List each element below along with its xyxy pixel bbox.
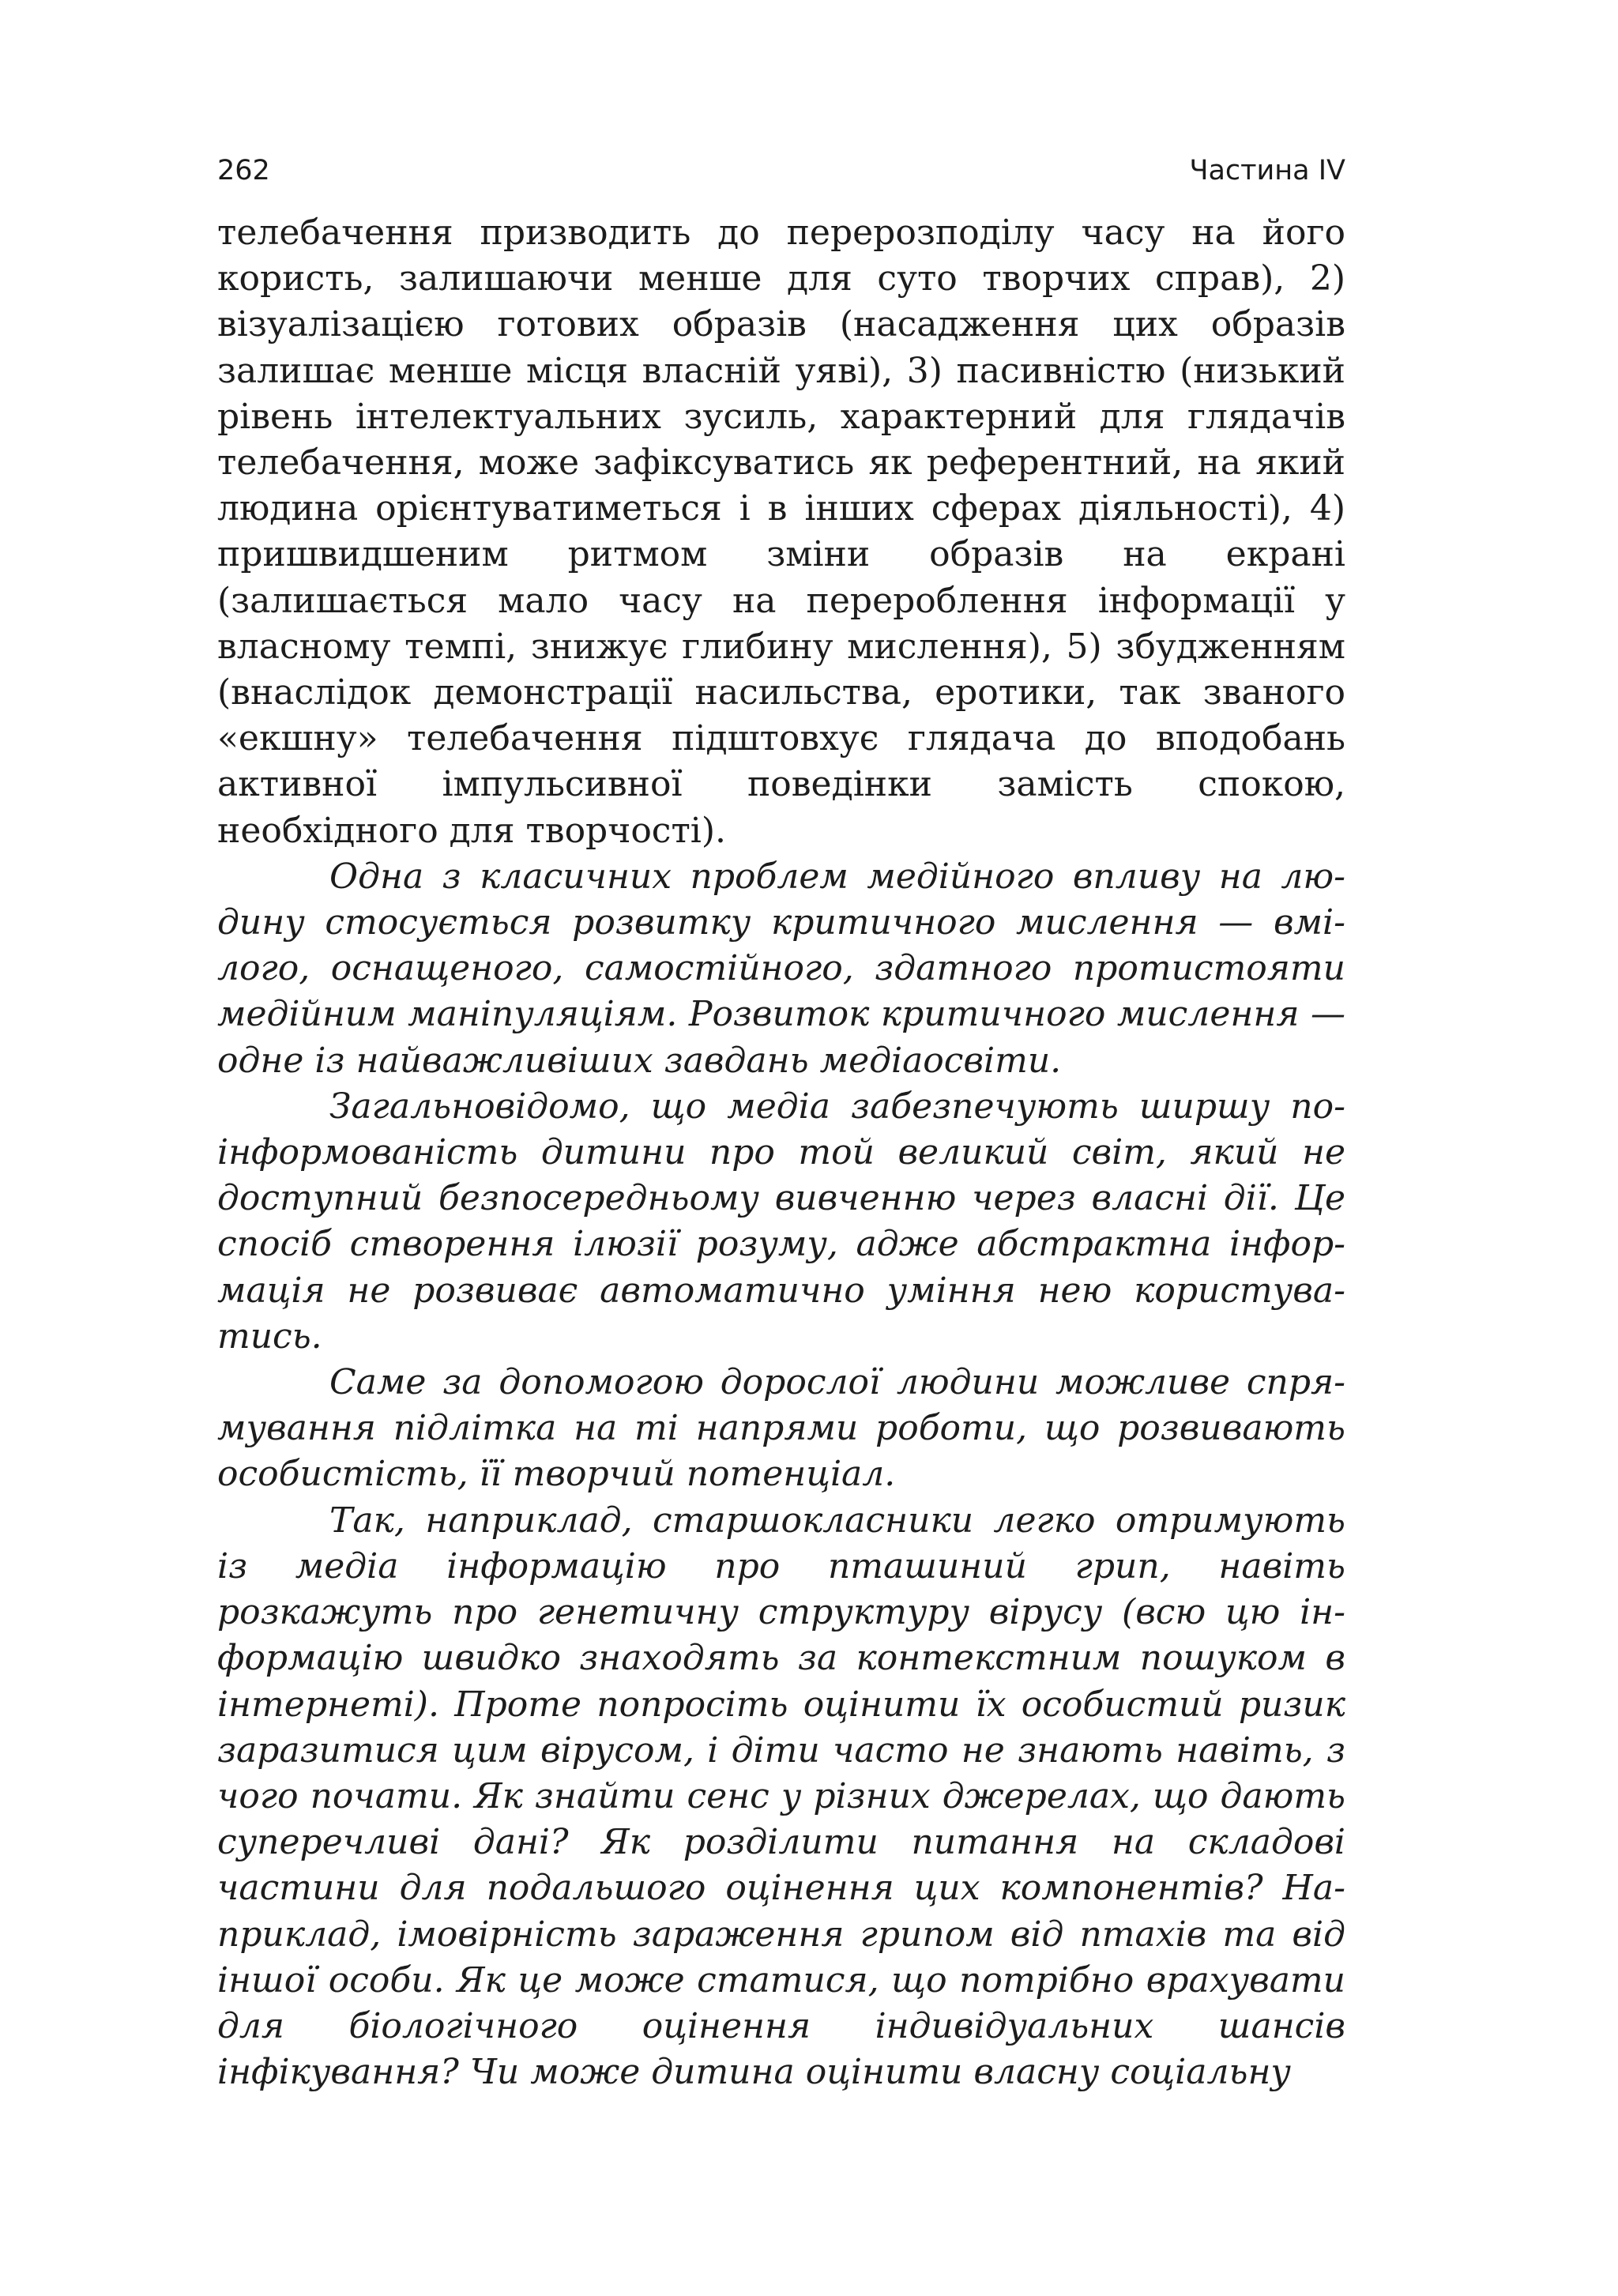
paragraph-media-awareness: Загальновідомо, що медіа забезпечують ширшу поінформованість дитини про той великий світ, який не доступний безпосередньому вивченню через власні дії. Це спосіб створення ілюзії розуму, адже абстрактна інформація не розвиває автоматично уміння нею користуватись. — [217, 1086, 1345, 1357]
paragraph-adult-guidance: Саме за допомогою дорослої людини можливе спрямування підлітка на ті напрями роботи, що розвивають особистість, її творчий потенціал. — [217, 1362, 1345, 1495]
paragraph-tv-effects-continuation: телебачення призводить до перерозподілу часу на його користь, залишаючи менше для суто творчих справ), 2) візуалізацією готових образів (насадження цих образів залишає менше місця власній уяві), 3) пасивністю (низький рівень інтелектуальних зусиль, характерний для глядачів телебачення, може зафіксуватись як референтний, на який людина орієнтуватиметься і в інших сферах діяльності), 4) пришвидшеним ритмом зміни образів на екрані (залишається мало часу на перероблення інформації у власному темпі, знижує глибину мислення), 5) збудженням (внаслідок демонстрації насильства, еротики, так званого «екшну» телебачення підштовхує глядача до вподобань активної імпульсивної поведінки замість спокою, необхідного для творчості). — [217, 213, 1345, 851]
body-text — [217, 210, 1345, 2095]
paragraph-bird-flu-example: Так, наприклад, старшокласники легко отримують із медіа інформацію про пташиний грип, навіть розкажуть про генетичну структуру вірусу (всю цю інформацію швидко знаходять за контекстним пошуком в інтернеті). Проте попросіть оцінити їх особистий ризик заразитися цим вірусом, і діти часто не знають навіть, з чого почати. Як знайти сенс у різних джерелах, що дають суперечливі дані? Як розділити питання на складові частини для подальшого оцінення цих компонентів? Наприклад, імовірність зараження грипом від птахів та від іншої особи. Як це може статися, що потрібно врахувати для біологічного оцінення індивідуальних шансів інфікування? Чи може дитина оцінити власну соціальну — [217, 1500, 1345, 2093]
page-number: 262 — [217, 155, 270, 186]
page-header — [217, 147, 1345, 194]
running-head-part-title: Частина IV — [1189, 155, 1345, 186]
paragraph-critical-thinking: Одна з класичних проблем медійного впливу на людину стосується розвитку критичного мислення — вмілого, оснащеного, самостійного, здатного протистояти медійним маніпуляціям. Розвиток критичного мислення — одне із найважливіших завдань медіаосвіти. — [217, 856, 1345, 1081]
